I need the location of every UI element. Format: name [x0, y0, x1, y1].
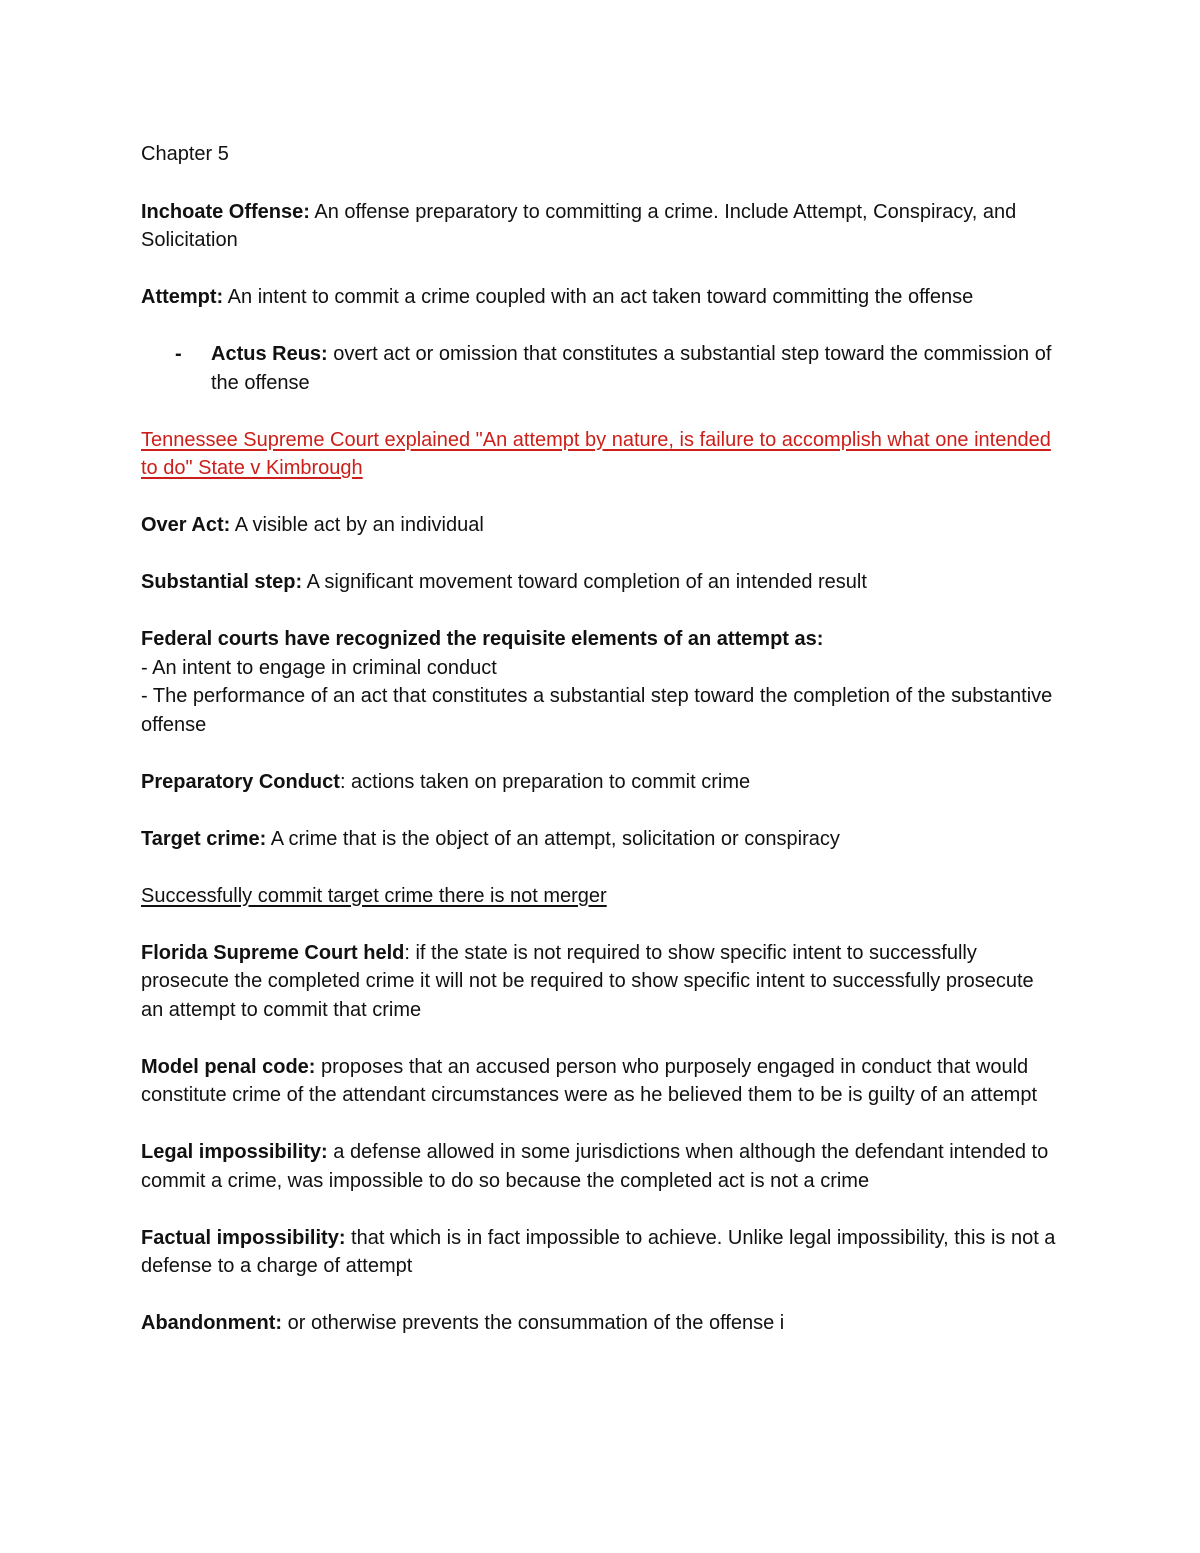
definition-substantial-step — [141, 568, 1061, 597]
merger-note-text: Successfully commit target crime there is not merger — [141, 884, 607, 907]
term-label: Preparatory Conduct — [141, 770, 340, 793]
bullet-actus-reus — [141, 340, 1061, 397]
term-label: Actus Reus: — [211, 343, 328, 365]
federal-item-performance: - The performance of an act that constitutes a substantial step toward the completion of the substantive offense — [141, 685, 1053, 736]
definition-florida-supreme-court — [141, 939, 1061, 1025]
definition-text: or otherwise prevents the consummation of the offense i — [282, 1312, 785, 1334]
term-label: Over Act: — [141, 514, 231, 536]
term-label: Model penal code: — [141, 1055, 316, 1078]
definition-target-crime — [141, 825, 1061, 854]
definition-preparatory-conduct — [141, 768, 1061, 797]
definition-text: a defense allowed in some jurisdictions when although the defendant intended to commit a crime, was impossible to do so because the completed act is not a crime — [141, 1141, 1049, 1192]
federal-courts-section — [141, 625, 1061, 739]
term-label: Substantial step: — [141, 571, 303, 593]
definition-inchoate-offense — [141, 198, 1061, 255]
definition-text: A significant movement toward completion of an intended result — [302, 571, 867, 593]
definition-text: An offense preparatory to committing a crime. Include Attempt, Conspiracy, and Solicitation — [141, 200, 1017, 251]
definition-text: A visible act by an individual — [230, 514, 484, 536]
tennessee-note-text: Tennessee Supreme Court explained "An attempt by nature, is failure to accomplish what one intended to do" State v Kimbrough — [141, 428, 1051, 479]
term-label: Abandonment: — [141, 1312, 283, 1334]
definition-abandonment — [141, 1309, 1061, 1338]
term-label: Attempt: — [141, 286, 224, 308]
term-label: Inchoate Offense: — [141, 200, 310, 223]
term-label: Target crime: — [141, 827, 267, 850]
merger-note — [141, 882, 1061, 911]
definition-attempt — [141, 283, 1061, 312]
federal-heading: Federal courts have recognized the requisite elements of an attempt as: — [141, 628, 824, 650]
definition-model-penal-code — [141, 1053, 1061, 1110]
term-label: Legal impossibility: — [141, 1141, 328, 1163]
bullet-text — [211, 340, 1061, 397]
definition-text: overt act or omission that constitutes a substantial step toward the commission of the offense — [211, 343, 1052, 394]
definition-factual-impossibility — [141, 1224, 1061, 1281]
definition-text: : if the state is not required to show specific intent to successfully prosecute the completed crime it will not be required to show specific intent to successfully prosecute an attempt to commit that crime — [141, 941, 1034, 1021]
definition-over-act — [141, 511, 1061, 540]
definition-text: An intent to commit a crime coupled with an act taken toward committing the offense — [223, 286, 974, 308]
definition-text: that which is in fact impossible to achieve. Unlike legal impossibility, this is not a defense to a charge of attempt — [141, 1226, 1056, 1277]
definition-text: : actions taken on preparation to commit crime — [339, 770, 751, 793]
definition-text: proposes that an accused person who purposely engaged in conduct that would constitute crime of the attendant circumstances were as he believed them to be is guilty of an attempt — [141, 1055, 1038, 1106]
document-page — [141, 140, 1061, 1366]
definition-legal-impossibility — [141, 1138, 1061, 1195]
federal-item-intent: - An intent to engage in criminal conduct — [141, 656, 497, 679]
bullet-dash: - — [175, 343, 182, 365]
term-label: Florida Supreme Court held — [141, 941, 405, 964]
chapter-title: Chapter 5 — [141, 143, 229, 165]
term-label: Factual impossibility: — [141, 1226, 346, 1249]
definition-text: A crime that is the object of an attempt, solicitation or conspiracy — [266, 827, 840, 850]
tennessee-court-note — [141, 426, 1061, 483]
